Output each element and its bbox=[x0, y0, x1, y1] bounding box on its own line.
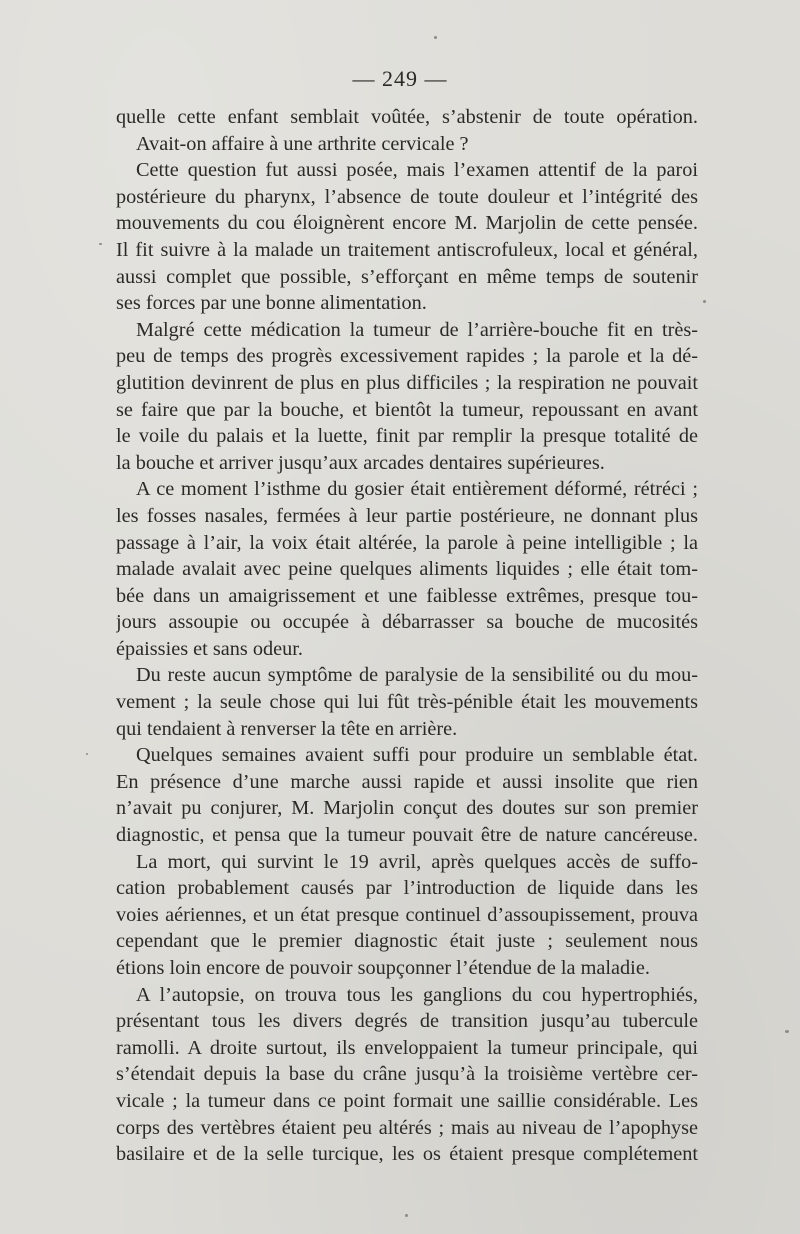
text-line: La mort, qui survint le 19 avril, après quelques accès de suffo- bbox=[136, 850, 698, 873]
text-line: voies aériennes, et un état presque continuel d’assoupissement, prouva bbox=[116, 903, 698, 926]
text-line: glutition devinrent de plus en plus difficiles ; la respiration ne pouvait bbox=[116, 371, 698, 394]
text-line: vement ; la seule chose qui lui fût très-pénible était les mouvements bbox=[116, 691, 698, 714]
text-line: A l’autopsie, on trouva tous les ganglions du cou hypertrophiés, bbox=[136, 983, 698, 1006]
text-line: qui tendaient à renverser la tête en arrière. bbox=[116, 717, 458, 740]
text-line: présentant tous les divers degrés de transition jusqu’au tubercule bbox=[116, 1010, 698, 1033]
text-line: corps des vertèbres étaient peu altérés ; mais au niveau de l’apophyse bbox=[116, 1116, 698, 1139]
text-line: Du reste aucun symptôme de paralysie de la sensibilité ou du mou- bbox=[136, 664, 698, 687]
text-line: étions loin encore de pouvoir soupçonner l’étendue de la maladie. bbox=[116, 957, 650, 979]
text-line: quelle cette enfant semblait voûtée, s’abstenir de toute opération. bbox=[116, 106, 698, 128]
text-line: vicale ; la tumeur dans ce point formait une saillie considérable. Les bbox=[116, 1089, 698, 1112]
text-line: n’avait pu conjurer, M. Marjolin conçut des doutes sur son premier bbox=[116, 797, 698, 820]
text-line: passage à l’air, la voix était altérée, la parole à peine intelligible ; la bbox=[116, 531, 698, 554]
text-line: épaissies et sans odeur. bbox=[116, 637, 303, 660]
text-line: ramolli. A droite surtout, ils enveloppaient la tumeur principale, qui bbox=[116, 1036, 698, 1059]
text-line: Il fit suivre à la malade un traitement antiscrofuleux, local et général, bbox=[116, 238, 698, 261]
paper-speck bbox=[405, 1214, 408, 1217]
text-line: cation probablement causés par l’introduction de liquide dans les bbox=[116, 877, 698, 900]
text-line: se faire que par la bouche, et bientôt la tumeur, repoussant en avant bbox=[116, 398, 698, 421]
paper-speck bbox=[99, 243, 102, 245]
text-line: bée dans un amaigrissement et une faiblesse extrêmes, presque tou- bbox=[116, 584, 698, 607]
text-line: le voile du palais et la luette, finit par remplir la presque totalité de bbox=[116, 425, 698, 448]
text-line: A ce moment l’isthme du gosier était entièrement déformé, rétréci ; bbox=[136, 478, 698, 501]
text-line: mouvements du cou éloignèrent encore M. Marjolin de cette pensée. bbox=[116, 212, 698, 235]
text-line: basilaire et de la selle turcique, les os étaient presque complétement bbox=[116, 1143, 698, 1166]
paper-speck bbox=[86, 753, 88, 755]
text-line: la bouche et arriver jusqu’aux arcades dentaires supérieures. bbox=[116, 451, 605, 474]
text-line: ses forces par une bonne alimentation. bbox=[116, 292, 427, 315]
text-line: malade avalait avec peine quelques aliments liquides ; elle était tom- bbox=[116, 558, 698, 581]
text-line: Malgré cette médication la tumeur de l’arrière-bouche fit en très- bbox=[136, 318, 698, 341]
text-line: peu de temps des progrès excessivement rapides ; la parole et la dé- bbox=[116, 345, 698, 368]
text-line: Cette question fut aussi posée, mais l’examen attentif de la paroi bbox=[136, 159, 698, 182]
text-line: Quelques semaines avaient suffi pour produire un semblable état. bbox=[136, 744, 698, 767]
text-line: jours assoupie ou occupée à débarrasser sa bouche de mucosités bbox=[116, 611, 698, 634]
body-text bbox=[116, 104, 698, 1168]
text-line: aussi complet que possible, s’efforçant en même temps de soutenir bbox=[116, 265, 698, 288]
text-line: En présence d’une marche aussi rapide et aussi insolite que rien bbox=[116, 770, 698, 793]
page-number: — 249 — bbox=[352, 66, 448, 91]
text-line: cependant que le premier diagnostic était juste ; seulement nous bbox=[116, 930, 698, 953]
text-line: Avait-on affaire à une arthrite cervicale ? bbox=[136, 132, 469, 155]
text-line: les fosses nasales, fermées à leur partie postérieure, ne donnant plus bbox=[116, 504, 698, 527]
paper-speck bbox=[703, 300, 706, 303]
paper-speck bbox=[434, 36, 437, 39]
text-line: diagnostic, et pensa que la tumeur pouvait être de nature cancéreuse. bbox=[116, 824, 698, 847]
text-line: s’étendait depuis la base du crâne jusqu’à la troisième vertèbre cer- bbox=[116, 1063, 698, 1086]
paper-speck bbox=[785, 1030, 789, 1033]
text-line: postérieure du pharynx, l’absence de toute douleur et l’intégrité des bbox=[116, 185, 698, 208]
